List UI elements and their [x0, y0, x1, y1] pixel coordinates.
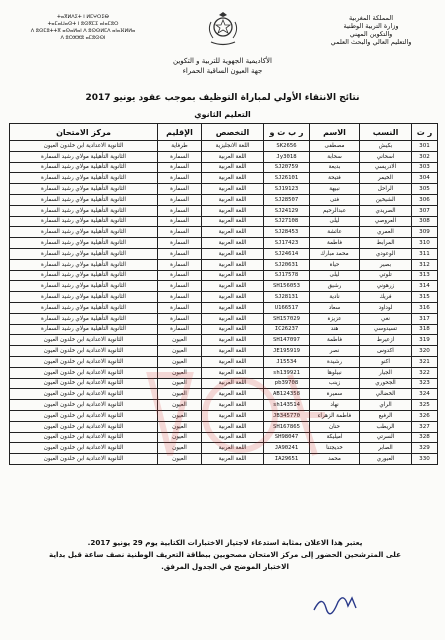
- table-cell: العيون: [158, 410, 202, 421]
- table-cell: مصطفى: [310, 141, 360, 152]
- table-cell: الثانوية الاعدادية ابن خلدون العيون: [10, 400, 158, 411]
- table-row: [10, 194, 438, 205]
- table-cell: اللغة العربية: [202, 443, 264, 454]
- table-cell: الثانوية الاعدادية ابن خلدون العيون: [10, 346, 158, 357]
- coat-of-arms-icon: [205, 10, 241, 50]
- table-cell: الثانوية التأهيلية مولاي رشيد السمارة: [10, 324, 158, 335]
- table-row: [10, 205, 438, 216]
- column-header: الإقليم: [158, 124, 202, 141]
- table-cell: السمارة: [158, 281, 202, 292]
- table-cell: 309: [412, 227, 438, 238]
- table-cell: 307: [412, 205, 438, 216]
- table-cell: sh143514: [264, 400, 310, 411]
- footer-line: الاختبار الموضح في الجدول المرفق.: [161, 562, 289, 571]
- header-center-line: الأكاديمية الجهوية للتربية و التكوين: [173, 57, 272, 65]
- table-cell: JB345770: [264, 410, 310, 421]
- table-cell: الثانوية التأهيلية مولاي رشيد السمارة: [10, 281, 158, 292]
- table-cell: سحابة: [310, 151, 360, 162]
- table-cell: SH147097: [264, 335, 310, 346]
- table-cell: SJ28453: [264, 227, 310, 238]
- table-cell: العيون: [158, 335, 202, 346]
- table-cell: العيون: [158, 432, 202, 443]
- table-row: [10, 356, 438, 367]
- table-cell: العيوري: [360, 454, 412, 465]
- results-table: [9, 123, 438, 465]
- table-cell: JA90241: [264, 443, 310, 454]
- table-cell: الثانوية الاعدادية ابن خلدون العيون: [10, 432, 158, 443]
- table-cell: Jy3018: [264, 151, 310, 162]
- column-header: ر ب ت و: [264, 124, 310, 141]
- table-cell: حنان: [310, 421, 360, 432]
- table-row: [10, 162, 438, 173]
- table-cell: هند: [310, 324, 360, 335]
- table-cell: اكنو: [360, 356, 412, 367]
- table-cell: بكيش: [360, 141, 412, 152]
- table-cell: JE195919: [264, 346, 310, 357]
- table-cell: الادريسي: [360, 162, 412, 173]
- table-row: [10, 400, 438, 411]
- table-cell: اللغة العربية: [202, 400, 264, 411]
- table-cell: اسحاني: [360, 151, 412, 162]
- table-row: [10, 292, 438, 303]
- table-cell: السمارة: [158, 205, 202, 216]
- table-cell: السمارة: [158, 259, 202, 270]
- table-cell: الثانوية الاعدادية ابن خلدون العيون: [10, 367, 158, 378]
- table-cell: الوعودي: [360, 248, 412, 259]
- table-cell: IA29651: [264, 454, 310, 465]
- table-row: [10, 335, 438, 346]
- table-cell: السمارة: [158, 238, 202, 249]
- table-cell: 310: [412, 238, 438, 249]
- table-cell: اللغة العربية: [202, 292, 264, 303]
- table-cell: اللغة العربية: [202, 454, 264, 465]
- table-row: [10, 270, 438, 281]
- table-cell: اللغة العربية: [202, 356, 264, 367]
- table-cell: اللغة العربية: [202, 432, 264, 443]
- table-cell: اللغة العربية: [202, 248, 264, 259]
- table-cell: الخيمر: [360, 173, 412, 184]
- table-cell: sh139921: [264, 367, 310, 378]
- table-cell: الثانوية التأهيلية مولاي رشيد السمارة: [10, 259, 158, 270]
- table-cell: pb39708: [264, 378, 310, 389]
- table-row: [10, 432, 438, 443]
- table-row: [10, 346, 438, 357]
- table-cell: 325: [412, 400, 438, 411]
- table-cell: السمارة: [158, 173, 202, 184]
- table-cell: 302: [412, 151, 438, 162]
- table-cell: السمارة: [158, 302, 202, 313]
- table-cell: 321: [412, 356, 438, 367]
- table-cell: الثانوية الاعدادية ابن خلدون العيون: [10, 378, 158, 389]
- table-cell: الثانوية التأهيلية مولاي رشيد السمارة: [10, 292, 158, 303]
- table-cell: AB124358: [264, 389, 310, 400]
- table-cell: نبيهة: [310, 184, 360, 195]
- table-cell: الثانوية التأهيلية مولاي رشيد السمارة: [10, 227, 158, 238]
- table-cell: 318: [412, 324, 438, 335]
- table-cell: 303: [412, 162, 438, 173]
- table-cell: SJ28131: [264, 292, 310, 303]
- table-cell: U166517: [264, 302, 310, 313]
- table-cell: SJ19123: [264, 184, 310, 195]
- table-cell: اكدوس: [360, 346, 412, 357]
- table-cell: السمارة: [158, 151, 202, 162]
- header-right-ministry: [311, 14, 431, 46]
- table-cell: الجيار: [360, 367, 412, 378]
- table-cell: اللغة العربية: [202, 335, 264, 346]
- table-row: [10, 151, 438, 162]
- table-cell: الثانوية التأهيلية مولاي رشيد السمارة: [10, 238, 158, 249]
- table-row: [10, 324, 438, 335]
- table-cell: العيون: [158, 378, 202, 389]
- table-cell: السرتي: [360, 432, 412, 443]
- table-cell: الراي: [360, 400, 412, 411]
- table-cell: اللغة العربية: [202, 184, 264, 195]
- table-cell: نصر: [310, 346, 360, 357]
- table-cell: ليلى: [310, 216, 360, 227]
- table-cell: تلوتي: [360, 270, 412, 281]
- table-cell: الشيخين: [360, 194, 412, 205]
- table-cell: العروصي: [360, 216, 412, 227]
- table-cell: فريك: [360, 292, 412, 303]
- table-row: [10, 421, 438, 432]
- table-row: [10, 454, 438, 465]
- table-cell: السمارة: [158, 292, 202, 303]
- table-cell: اللغة العربية: [202, 346, 264, 357]
- table-cell: SJ20631: [264, 259, 310, 270]
- table-cell: العمري: [360, 227, 412, 238]
- table-cell: اللغة العربية: [202, 389, 264, 400]
- table-cell: سعاد: [310, 302, 360, 313]
- table-cell: الثانوية التأهيلية مولاي رشيد السمارة: [10, 270, 158, 281]
- table-cell: ازعيرط: [360, 335, 412, 346]
- table-cell: العيون: [158, 443, 202, 454]
- signature-icon: [310, 588, 370, 616]
- table-cell: اللغة العربية: [202, 227, 264, 238]
- table-cell: 304: [412, 173, 438, 184]
- page-subtitle: التعليم الثانوي: [194, 110, 251, 119]
- table-cell: الثانوية الاعدادية ابن خلدون العيون: [10, 421, 158, 432]
- table-cell: الثانوية الاعدادية ابن خلدون العيون: [10, 335, 158, 346]
- table-cell: نغي: [360, 313, 412, 324]
- table-cell: السمارة: [158, 227, 202, 238]
- table-cell: الثانوية التأهيلية مولاي رشيد السمارة: [10, 184, 158, 195]
- table-cell: 323: [412, 378, 438, 389]
- table-cell: الثانوية الاعدادية ابن خلدون العيون: [10, 356, 158, 367]
- table-cell: الثانوية الاعدادية ابن خلدون العيون: [10, 141, 158, 152]
- table-cell: الثانوية التأهيلية مولاي رشيد السمارة: [10, 216, 158, 227]
- table-cell: اللغة العربية: [202, 238, 264, 249]
- table-cell: اللغة العربية: [202, 194, 264, 205]
- table-cell: SH157029: [264, 313, 310, 324]
- table-cell: 329: [412, 443, 438, 454]
- table-cell: الصابر: [360, 443, 412, 454]
- table-cell: السمارة: [158, 162, 202, 173]
- table-cell: 301: [412, 141, 438, 152]
- table-cell: 317: [412, 313, 438, 324]
- table-cell: 326: [412, 410, 438, 421]
- table-cell: اللغة العربية: [202, 216, 264, 227]
- header-center-line: جهة العيون الساقية الحمراء: [182, 67, 263, 75]
- table-cell: زرهوني: [360, 281, 412, 292]
- table-cell: الثانوية التأهيلية مولاي رشيد السمارة: [10, 173, 158, 184]
- table-cell: العيون: [158, 421, 202, 432]
- table-cell: المرابط: [360, 238, 412, 249]
- table-cell: رشيدة: [310, 356, 360, 367]
- table-cell: فاطمة الزهراء: [310, 410, 360, 421]
- header-left-line: ⴷ ⵓⵙⵎⵓⵜⵜⴳ ⴰⵙⴰⵍⴰⵏ ⴷ ⵓⵙⵙⵍⵎⴷ ⴰⵏⴰⴼⵍⵍⴰ: [30, 28, 136, 34]
- column-header: مركز الامتحان: [10, 124, 158, 141]
- table-cell: اللغة العربية: [202, 367, 264, 378]
- table-cell: الثانوية التأهيلية مولاي رشيد السمارة: [10, 313, 158, 324]
- table-cell: اللغة العربية: [202, 259, 264, 270]
- table-cell: نبيلوها: [310, 367, 360, 378]
- table-cell: اميليكة: [310, 432, 360, 443]
- table-row: [10, 141, 438, 152]
- table-cell: الثانوية الاعدادية ابن خلدون العيون: [10, 443, 158, 454]
- table-cell: 320: [412, 346, 438, 357]
- column-header: النسب: [360, 124, 412, 141]
- table-cell: اللغة العربية: [202, 324, 264, 335]
- table-cell: J15534: [264, 356, 310, 367]
- table-cell: 315: [412, 292, 438, 303]
- table-cell: اللغة العربية: [202, 410, 264, 421]
- table-cell: الثانوية التأهيلية مولاي رشيد السمارة: [10, 194, 158, 205]
- table-cell: الثانوية التأهيلية مولاي رشيد السمارة: [10, 151, 158, 162]
- table-row: [10, 281, 438, 292]
- table-cell: الثانوية الاعدادية ابن خلدون العيون: [10, 389, 158, 400]
- table-cell: بديعة: [310, 162, 360, 173]
- table-cell: محمد: [310, 454, 360, 465]
- table-cell: 308: [412, 216, 438, 227]
- table-cell: SJ17578: [264, 270, 310, 281]
- table-cell: العيون: [158, 346, 202, 357]
- column-header: الاسم: [310, 124, 360, 141]
- table-cell: 328: [412, 432, 438, 443]
- table-cell: السمارة: [158, 194, 202, 205]
- header-right-line: المملكة المغربية: [348, 14, 394, 22]
- table-cell: الثانوية التأهيلية مولاي رشيد السمارة: [10, 248, 158, 259]
- table-cell: 312: [412, 259, 438, 270]
- table-cell: عزيزة: [310, 313, 360, 324]
- table-cell: 322: [412, 367, 438, 378]
- table-cell: لوداود: [360, 302, 412, 313]
- table-cell: 305: [412, 184, 438, 195]
- table-row: [10, 302, 438, 313]
- table-cell: العيون: [158, 389, 202, 400]
- header-academy: [120, 56, 325, 76]
- table-cell: عائشة: [310, 227, 360, 238]
- table-row: [10, 227, 438, 238]
- table-cell: عبدالرحيم: [310, 205, 360, 216]
- table-cell: 306: [412, 194, 438, 205]
- table-cell: العيون: [158, 454, 202, 465]
- table-cell: الثانوية الاعدادية ابن خلدون العيون: [10, 410, 158, 421]
- table-cell: سميرة: [310, 389, 360, 400]
- header-left-line: ⵜⴰⴳⵍⴷⵉⵜ ⵏ ⵍⵎⵖⵔⵉⴱ: [57, 14, 109, 20]
- table-cell: SK2656: [264, 141, 310, 152]
- table-cell: الثانوية التأهيلية مولاي رشيد السمارة: [10, 205, 158, 216]
- table-cell: نادية: [310, 292, 360, 303]
- table-cell: اللغة العربية: [202, 151, 264, 162]
- table-cell: السمارة: [158, 184, 202, 195]
- table-cell: السمارة: [158, 324, 202, 335]
- table-cell: السمارة: [158, 313, 202, 324]
- table-cell: خديجتنا: [310, 443, 360, 454]
- table-row: [10, 443, 438, 454]
- table-cell: زينب: [310, 378, 360, 389]
- header-left-line: ⴷ ⵓⵔⵣⵣⵓ ⴰⵎⵓⵙⵙⵏ: [60, 35, 106, 41]
- table-cell: 330: [412, 454, 438, 465]
- column-header: ر ت: [412, 124, 438, 141]
- table-row: [10, 248, 438, 259]
- table-row: [10, 378, 438, 389]
- table-cell: اللغة العربية: [202, 421, 264, 432]
- table-cell: SJ20759: [264, 162, 310, 173]
- table-cell: اللغة العربية: [202, 162, 264, 173]
- table-cell: محمد مبارك: [310, 248, 360, 259]
- table-cell: 324: [412, 389, 438, 400]
- table-cell: SH167865: [264, 421, 310, 432]
- table-cell: 313: [412, 270, 438, 281]
- table-cell: الخضالي: [360, 389, 412, 400]
- table-row: [10, 238, 438, 249]
- footer-notice: [20, 537, 430, 573]
- table-cell: 327: [412, 421, 438, 432]
- table-cell: الراحل: [360, 184, 412, 195]
- footer-line: على المترشحين الحضور إلى مركز الامتحان مصحوبين ببطاقة التعريف الوطنية نصف ساعة قبل بداية: [48, 550, 402, 559]
- column-header: التخصص: [202, 124, 264, 141]
- table-cell: SH98047: [264, 432, 310, 443]
- table-cell: فتيحة: [310, 173, 360, 184]
- table-row: [10, 259, 438, 270]
- table-cell: اللغة العربية: [202, 270, 264, 281]
- table-cell: SJ24614: [264, 248, 310, 259]
- table-cell: اللغة العربية: [202, 313, 264, 324]
- table-cell: فاطمة: [310, 238, 360, 249]
- header-right-line: والتعليم العالي والبحث العلمي: [330, 38, 412, 46]
- table-body: [10, 141, 438, 465]
- table-cell: بصير: [360, 259, 412, 270]
- table-cell: IC26237: [264, 324, 310, 335]
- table-row: [10, 173, 438, 184]
- table-row: [10, 367, 438, 378]
- header-right-line: والتكوين المهني: [349, 30, 393, 38]
- page-title: نتائج الانتقاء الأولي لمباراة التوظيف بموجب عقود يونيو 2017: [85, 93, 360, 103]
- table-header-row: [10, 124, 438, 141]
- table-cell: اللغة العربية: [202, 378, 264, 389]
- table-cell: ليلى: [310, 270, 360, 281]
- table-cell: 311: [412, 248, 438, 259]
- table-cell: السمارة: [158, 248, 202, 259]
- table-cell: نهاد: [310, 400, 360, 411]
- table-cell: 314: [412, 281, 438, 292]
- table-cell: العيون: [158, 367, 202, 378]
- table-cell: الجحوري: [360, 378, 412, 389]
- table-cell: الريطب: [360, 421, 412, 432]
- table-cell: الثانوية التأهيلية مولاي رشيد السمارة: [10, 162, 158, 173]
- table-cell: اللغة العربية: [202, 281, 264, 292]
- table-cell: الصريدي: [360, 205, 412, 216]
- table-cell: فاطمة: [310, 335, 360, 346]
- table-cell: فتى: [310, 194, 360, 205]
- table-cell: 319: [412, 335, 438, 346]
- table-cell: اللغة العربية: [202, 205, 264, 216]
- header-right-line: وزارة التربية الوطنية: [343, 22, 399, 30]
- table-cell: حياة: [310, 259, 360, 270]
- table-cell: العيون: [158, 400, 202, 411]
- table-cell: اللغة العربية: [202, 173, 264, 184]
- table-cell: SJ17423: [264, 238, 310, 249]
- header-left-line: ⵜⴰⵎⴰⵡⴰⵙⵜ ⵏ ⵓⵙⴳⵎⵉ ⴰⵏⴰⵎⵓⵔ: [47, 21, 119, 27]
- table-cell: الثانوية الاعدادية ابن خلدون العيون: [10, 454, 158, 465]
- table-cell: العيون: [158, 356, 202, 367]
- table-cell: SJ28507: [264, 194, 310, 205]
- table-row: [10, 184, 438, 195]
- table-cell: SJ27108: [264, 216, 310, 227]
- table-cell: اللغة العربية: [202, 302, 264, 313]
- table-cell: طرفاية: [158, 141, 202, 152]
- table-cell: SJ26101: [264, 173, 310, 184]
- table-cell: رشيق: [310, 281, 360, 292]
- table-row: [10, 216, 438, 227]
- table-cell: SH156053: [264, 281, 310, 292]
- table-cell: السمارة: [158, 270, 202, 281]
- table-cell: تسيدوسي: [360, 324, 412, 335]
- table-cell: الثانوية التأهيلية مولاي رشيد السمارة: [10, 302, 158, 313]
- table-cell: اللغة الانجليزية: [202, 141, 264, 152]
- footer-line: يعتبر هذا الاعلان بمثابة استدعاء لاجتياز الاختبارات الكتابية يوم 29 يونيو 2017.: [87, 538, 363, 547]
- table-row: [10, 313, 438, 324]
- table-cell: السمارة: [158, 216, 202, 227]
- table-row: [10, 410, 438, 421]
- table-cell: SJ24129: [264, 205, 310, 216]
- table-cell: 316: [412, 302, 438, 313]
- header-left-tifinagh: [18, 14, 148, 42]
- table-cell: الرفيع: [360, 410, 412, 421]
- table-row: [10, 389, 438, 400]
